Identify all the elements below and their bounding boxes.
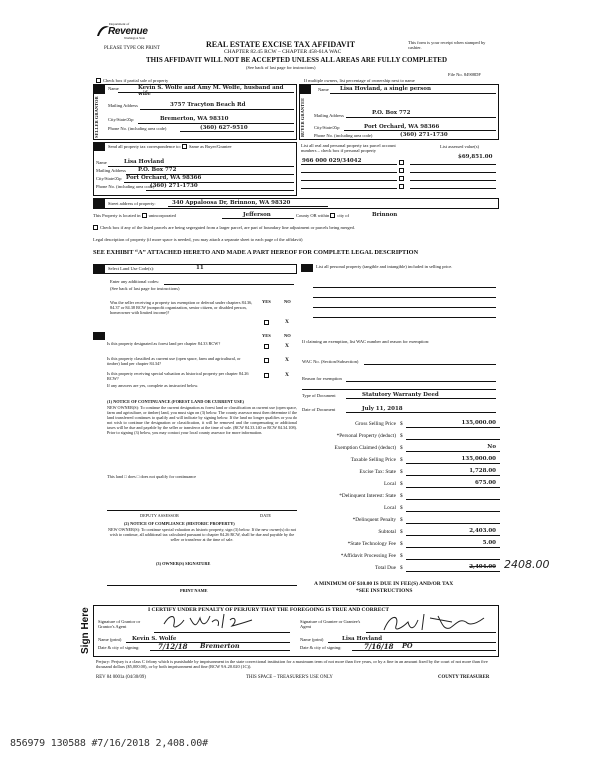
perjury-statement: Perjury: Perjury is a class C felony which is punishable by imprisonment in the state correctional institution for a maximum term of not more than five years, or by a fine in an amount fixed by the court of not more than five thousand dollars ($5,000.00), or by both imprisonment and fine (RCW 9A.20.020 (1C)). [96, 659, 488, 670]
buyer-phone: (360) 271-1730 [400, 132, 448, 138]
form-title: REAL ESTATE EXCISE TAX AFFIDAVIT [206, 40, 356, 49]
fee-label-excise-local: Local [383, 481, 396, 487]
receipt-note: This form is your receipt when stamped by cashier. [408, 40, 486, 51]
grantor-sign-city: Bremerton [200, 642, 240, 650]
question-historic: Is this property receiving special valuation as historical property per chapter 84.26 RCW? [107, 371, 249, 382]
excise-tax-affidavit-page: Department of Revenue Washington State PLEASE TYPE OR PRINT REAL ESTATE EXCISE TAX AFFIDAVIT CHAPTER 82.45 RCW – CHAPTER 458-61A WAC THIS AFFIDAVIT WILL NOT BE ACCEPTED UNLESS ALL AREAS ARE FULLY COMPLETED (See back of last page for instructions) This form is your receipt when stamped by cashier. File No. 84908DF Check box if partial sale of property If multiple owners, list percentage of ownership next to name SELLER GRANTOR Name Kevin S. Wolfe and Amy M. Wolfe, husband and wife Mailing Address 3757 Tracyton Beach Rd City/State/Zip Bremerton, WA 98310 Phone No. (including area code) (360) 627-9510 BUYER GRANTEE Name Lisa Hovland, a single person Mailing Address P.O. Box 772 City/State/Zip Port Orchard, WA 98366 Phone No. (including area code) (360) 271-1730 Send all property tax correspondence to: Same as Buyer/Grantee Name Lisa Hovland Mailing Address P.O. Box 772 City/State/Zip Port Orchard, WA 98366 Phone No. (including area code) (360) 271-1730 List all real and personal property tax parcel account numbers – check box if personal property List assessed value(s) 966 000 029/34042 $69,851.00 Street address of property: 340 Appaloosa Dr, Brinnon, WA 98320 This Property is located in unincorporated Jefferson County OR within city of Brinnon Check box if any of the listed parcels are being segregated from a larger parcel, are part of boundary line adjustment or parcels being merged. Legal description of property (if more space is needed, you may attach a separate sheet to each page of the affidavit) SEE EXHIBIT “A” ATTACHED HERETO AND MADE A PART HEREOF FOR COMPLETE LEGAL DESCRIPTION Select Land Use Code(s): 11 Enter any additional codes: (See back of last page for instructions) YES NO Was the seller receiving a property tax exemption or deferral under chapters 84.36, 84.37 or 84.38 RCW (nonprofit organization, senior citizen, or disabled person, homeowner with limited income)? X YES NO Is this property designated as forest land per chapter 84.33 RCW? X Is this property classified as current use (open space, farm and agricultural, or timber) land per chapter 84.34? X Is this property receiving special valuation as historical property per chapter 84.26 RCW? X If any answers are yes, complete as instructed below. (1) NOTICE OF CONTINUANCE (FOREST LAND OR CURRENT USE) NEW OWNER(S): To continue the current designation as forest land or classification as current use (open space, farm and agriculture, or timber) land, you must sign on (3) below. The county assessor must then determine if the land transferred continues to qualify and will indicate by signing below. If the land no longer qualifies or you do not wish to continue the designation or classification, it will be removed and the compensating or additional taxes will be due and payable by the seller or transferor at the time of sale. (RCW 84.33.140 or RCW 84.34.108). Prior to signing (3) below, you may contact your local county assessor for more information. This land □ does □ does not qualify for continuance DEPUTY ASSESSOR DATE (2) NOTICE OF COMPLIANCE (HISTORIC PROPERTY) NEW OWNER(S): To continue special valuation as historic property, sign (3) below. If the new owner(s) do not wish to continue, all additional tax calculated pursuant to chapter 84.26 RCW, shall be due and payable by the seller or transferor at the time of sale. (3) OWNER(S) SIGNATURE PRINT NAME List all personal property (tangible and intangible) included in selling price. If claiming an exemption, list WAC number and reason for exemption: WAC No. (Section/Subsection) Reason for exemption Type of Document Statutory Warranty Deed Date of Document July 11, 2018 Gross Selling Price *Personal Property (deduct) Exemption Claimed (deduct) Taxable Selling Price Excise Tax: State Local *Delinquent Interest: State Local *Delinquent Penalty Subtotal *State Technology Fee *Affidavit Processing Fee Total Due $ $ $ $ $ $ $ $ $ $ $ $ $ 135,000.00 No 135,000.00 1,728.00 675.00 2,403.00 5.00 2,404.00 2408.00 A MINIMUM OF $10.00 IS DUE IN FEE(S) AND/OR TAX *SEE INSTRUCTIONS Sign Here I CERTIFY UNDER PENALTY OF PERJURY THAT THE FOREGOING IS TRUE AND CORRECT Signature of Grantor or Grantor's Agent Name (print) Kevin S. Wolfe Date & city of signing: 7/12/18 Bremerton Signature of Grantee or Grantee's Agent Name (print) Lisa Hovland Date & city of signing: 7/16/18 PO Perjury: Perjury is a class C felony which is punishable by imprisonment in the state correctional institution for a maximum term of not more than five years, or by a fine in an amount fixed by the court of not more than five thousand dollars ($5,000.00), or by both imprisonment and fine (RCW 9A.20.020 (1C)). REV 84 0001a (04/30/09) THIS SPACE – TREASURER'S USE ONLY COUNTY TREASURER 856979 130588 #7/16/2018 2,408.00# [10, 22, 550, 749]
buyer-city: Port Orchard, WA 98366 [364, 124, 440, 130]
question-exemption: Was the seller receiving a property tax exemption or deferral under chapters 84.36, 84.37 or 84.38 RCW (nonprofit organization, senior citizen, or disabled person, homeowner with limited income)? [110, 300, 253, 316]
document-date: July 11, 2018 [362, 406, 403, 412]
partial-sale-checkbox[interactable] [96, 78, 101, 83]
grantee-sign-date: 7/16/18 [364, 642, 394, 651]
property-city: Brinnon [372, 212, 398, 218]
property-county: Jefferson [243, 212, 271, 218]
buyer-mailing: P.O. Box 772 [372, 110, 411, 116]
fee-label-exemption: Exemption Claimed (deduct) [334, 445, 396, 451]
q2-yes-checkbox[interactable] [264, 344, 269, 349]
land-use-code: 11 [196, 265, 204, 271]
segregation-row: Check box if any of the listed parcels are being segregated from a larger parcel, are part of boundary line adjustment or parcels being merged. [93, 225, 355, 230]
fee-label-penalty: *Delinquent Penalty [352, 517, 396, 523]
cashier-stamp: 856979 130588 #7/16/2018 2,408.00# [10, 738, 208, 749]
seller-side-label: SELLER GRANTOR [94, 96, 99, 138]
same-as-buyer-checkbox[interactable] [182, 144, 187, 149]
fee-value-exemption: No [487, 444, 496, 450]
notice-compliance-body: NEW OWNER(S): To continue special valuation as historic property, sign (3) below. If the new owner(s) do not wish to continue, all additional tax calculated pursuant to chapter 84.26 RCW, shall be due and payable by the seller or transferor at the time of sale. [108, 527, 296, 543]
located-in-row: This Property is located in unincorporated [93, 213, 176, 218]
fee-label-total: Total Due [375, 565, 396, 571]
form-warning: THIS AFFIDAVIT WILL NOT BE ACCEPTED UNLESS ALL AREAS ARE FULLY COMPLETED [146, 56, 448, 64]
document-type: Statutory Warranty Deed [362, 392, 439, 398]
tax-corr-city: Port Orchard, WA 98366 [126, 175, 202, 181]
form-chapter: CHAPTER 82.45 RCW – CHAPTER 458-61A WAC [224, 49, 342, 55]
seller-name: Kevin S. Wolfe and Amy M. Wolfe, husband and wife [138, 85, 284, 98]
total-handwritten: 2408.00 [504, 558, 550, 571]
grantee-sig-label: Signature of Grantee or Grantee's Agent [300, 619, 361, 630]
minimum-note: A MINIMUM OF $10.00 IS DUE IN FEE(S) AND/OR TAX [314, 581, 454, 587]
grantee-signature-icon [380, 610, 492, 634]
fee-value-tech: 5.00 [482, 540, 496, 546]
tax-corr-mailing: P.O. Box 772 [138, 167, 177, 173]
grantee-sign-city: PO [402, 642, 413, 650]
notice-compliance-title: (2) NOTICE OF COMPLIANCE (HISTORIC PROPERTY) [124, 521, 235, 526]
grantor-signature-icon [160, 610, 280, 632]
segregation-checkbox[interactable] [93, 225, 98, 230]
notice-continuance-body: NEW OWNER(S): To continue the current designation as forest land or classification as current use (open space, farm and agriculture, or timber) land, you must sign on (3) below. The county assessor must then determine if the land transferred continues to qualify and will indicate by signing below. If the land no longer qualifies or you do not wish to continue the designation or classification, it will be removed and the compensating or additional taxes will be due and payable by the seller or transferor at the time of sale. (RCW 84.33.140 or RCW 84.34.108). Prior to signing (3) below, you may contact your local county assessor for more information. [107, 405, 297, 436]
qualify-line: This land □ does □ does not qualify for continuance [107, 474, 197, 479]
parcel-2-checkbox[interactable] [399, 168, 404, 173]
exemption-claim-label: If claiming an exemption, list WAC number and reason for exemption: [302, 339, 430, 344]
exhibit-note: SEE EXHIBIT “A” ATTACHED HERETO AND MADE A PART HEREOF FOR COMPLETE LEGAL DESCRIPTION [93, 249, 419, 256]
fee-label-tech: *State Technology Fee [347, 541, 396, 547]
multiple-owners-note: If multiple owners, list percentage of ownership next to name [304, 78, 415, 83]
fee-label-excise-state: Excise Tax: State [359, 469, 396, 475]
seller-city: Bremerton, WA 98310 [160, 116, 229, 122]
county-treasurer: COUNTY TREASURER [438, 675, 490, 680]
dept-line2: Revenue [108, 26, 148, 37]
see-back-note: (See back of last page for instructions) [246, 65, 316, 70]
seller-mailing: 3757 Tracyton Beach Rd [170, 102, 246, 108]
notice-continuance-title: (1) NOTICE OF CONTINUANCE (FOREST LAND OR CURRENT USE) [107, 399, 244, 404]
question-forest: Is this property designated as forest land per chapter 84.33 RCW? [107, 341, 221, 346]
grantee-print-name: Lisa Hovland [342, 636, 383, 642]
assessed-label: List assessed value(s) [440, 144, 479, 149]
fee-label-subtotal: Subtotal [378, 529, 396, 535]
parcel-1-checkbox[interactable] [399, 160, 404, 165]
form-revision: REV 84 0001a (04/30/09) [96, 675, 146, 680]
parcel-4-checkbox[interactable] [399, 184, 404, 189]
fee-label-interest-local: Local [383, 505, 396, 511]
fee-value-excise-local: 675.00 [474, 480, 496, 486]
certify-text: I CERTIFY UNDER PENALTY OF PERJURY THAT THE FOREGOING IS TRUE AND CORRECT [148, 607, 390, 613]
type-or-print: PLEASE TYPE OR PRINT [104, 46, 160, 51]
city-of-checkbox[interactable] [330, 213, 335, 218]
treasurer-use: THIS SPACE – TREASURER'S USE ONLY [246, 675, 333, 680]
legal-desc-label: Legal description of property (if more space is needed, you may attach a separate sheet to each page of the affidavit) [93, 237, 303, 242]
fee-value-excise-state: 1,728.00 [469, 468, 496, 474]
parcel-3-checkbox[interactable] [399, 176, 404, 181]
fee-value-taxable: 135,000.00 [461, 456, 496, 462]
tax-corr-label: Send all property tax correspondence to: Same as Buyer/Grantee [108, 144, 232, 149]
seller-phone: (360) 627-9510 [200, 125, 248, 131]
q1-no-mark: X [285, 319, 289, 325]
personal-property-label: List all personal property (tangible and intangible) included in selling price. [316, 264, 453, 269]
partial-sale-check[interactable]: Check box if partial sale of property [96, 78, 168, 83]
fee-value-total: 2,404.00 [469, 564, 496, 570]
dor-logo [96, 22, 156, 40]
fee-label-taxable: Taxable Selling Price [350, 457, 396, 463]
grantor-print-name: Kevin S. Wolfe [132, 636, 177, 642]
fee-label-interest-state: *Delinquent Interest: State [339, 493, 396, 499]
fee-value-subtotal: 2,403.00 [469, 528, 496, 534]
dept-line1: Department of [109, 22, 130, 26]
dept-line3: Washington State [124, 36, 146, 40]
unincorporated-checkbox[interactable] [142, 213, 147, 218]
fee-label-gross: Gross Selling Price [355, 421, 396, 427]
q3-yes-checkbox[interactable] [264, 358, 269, 363]
fee-label-personal: *Personal Property (deduct) [336, 433, 396, 439]
buyer-side-label: BUYER GRANTEE [300, 97, 305, 137]
owner-signature-title: (3) OWNER(S) SIGNATURE [156, 561, 211, 566]
sign-here-label: Sign Here [80, 607, 91, 654]
fee-table: Gross Selling Price *Personal Property (deduct) Exemption Claimed (deduct) Taxable Selling Price Excise Tax: State Local *Delinquent Interest: State Local *Delinquent Penalty Subtotal *State Technology Fee *Affidavit Processing Fee Total Due $ $ $ $ $ $ $ $ $ $ $ $ $ 135,000.00 No 135,000.00 1,728.00 675.00 2,403.00 5.00 2,404.00 [300, 419, 500, 569]
fee-label-processing: *Affidavit Processing Fee [340, 553, 396, 559]
file-number: File No. 84908DF [448, 72, 481, 77]
parcel-number-1: 966 000 029/34042 [302, 158, 362, 164]
grantor-sign-date: 7/12/18 [158, 642, 188, 651]
q4-yes-checkbox[interactable] [264, 373, 269, 378]
buyer-name: Lisa Hovland, a single person [340, 86, 431, 92]
parcels-label: List all real and personal property tax parcel account numbers – check box if personal property [301, 143, 396, 154]
fee-value-gross: 135,000.00 [461, 420, 496, 426]
assessed-value-1: $69,851.00 [458, 154, 493, 160]
grantor-sig-label: Signature of Grantor or Grantor's Agent [98, 619, 141, 630]
q1-yes-checkbox[interactable] [264, 320, 269, 325]
tax-corr-phone: (360) 271-1730 [150, 183, 198, 189]
question-current-use: Is this property classified as current use (open space, farm and agricultural, or timber) land per chapter 84.34? [107, 356, 241, 367]
property-street: 340 Appaloosa Dr, Brinnon, WA 98320 [172, 200, 291, 206]
see-instructions: *SEE INSTRUCTIONS [356, 588, 413, 594]
tax-corr-name: Lisa Hovland [124, 159, 165, 165]
